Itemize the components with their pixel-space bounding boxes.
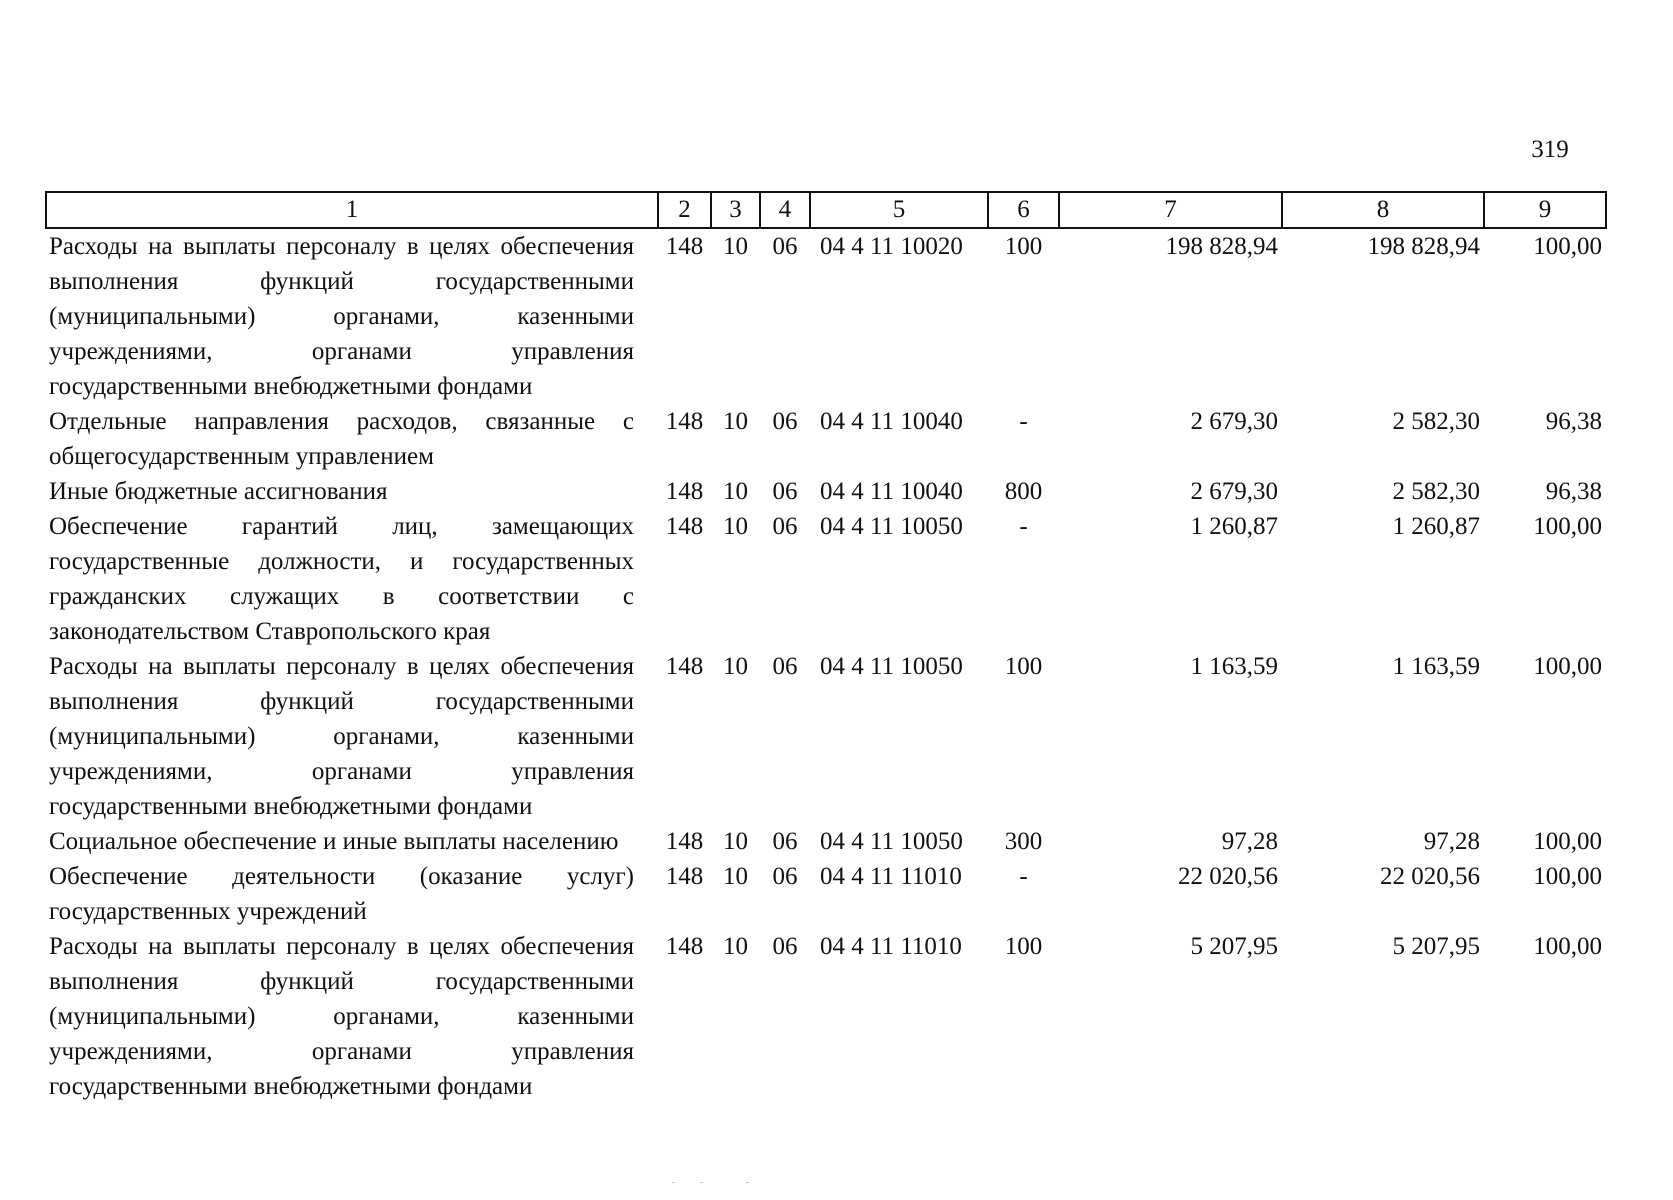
cell-target-article: 04 4 11 10040 bbox=[820, 408, 963, 435]
table-row bbox=[46, 474, 1606, 509]
cell-executed: 22 020,56 bbox=[1380, 863, 1480, 890]
col-header-3: 3 bbox=[711, 192, 760, 228]
cell-section: 10 bbox=[723, 653, 748, 680]
col-header-1: 1 bbox=[46, 192, 658, 228]
cell-planned: 198 828,94 bbox=[1165, 233, 1278, 260]
row-description: Расходы на выплаты персоналу в целях обеспечения выполнения функций государственными (муниципальными) органами, казенными учреждениями, органами управления государственными внебюджетными фондами bbox=[49, 233, 634, 400]
table-row bbox=[46, 859, 1606, 929]
cell-expense-type: - bbox=[1019, 408, 1028, 435]
row-description: Обеспечение деятельности (оказание услуг) государственных учреждений bbox=[49, 863, 634, 925]
col-header-6: 6 bbox=[988, 192, 1059, 228]
row-description: Социальное обеспечение и иные выплаты населению bbox=[49, 828, 619, 855]
scan-artifact bbox=[672, 1182, 675, 1183]
scan-artifact bbox=[746, 1182, 749, 1183]
col-header-9: 9 bbox=[1484, 192, 1606, 228]
col-header-7: 7 bbox=[1059, 192, 1282, 228]
cell-subsection: 06 bbox=[772, 478, 798, 505]
cell-expense-type: 100 bbox=[1004, 653, 1043, 680]
cell-expense-type: 100 bbox=[1004, 233, 1043, 260]
cell-expense-type: 800 bbox=[1004, 478, 1043, 505]
cell-ministry-code: 148 bbox=[665, 233, 704, 260]
cell-percent: 100,00 bbox=[1533, 513, 1602, 540]
cell-target-article: 04 4 11 10050 bbox=[820, 513, 963, 540]
cell-ministry-code: 148 bbox=[665, 653, 704, 680]
col-header-5: 5 bbox=[810, 192, 988, 228]
cell-percent: 96,38 bbox=[1545, 478, 1602, 505]
cell-subsection: 06 bbox=[772, 408, 798, 435]
cell-executed: 198 828,94 bbox=[1367, 233, 1480, 260]
row-description: Расходы на выплаты персоналу в целях обеспечения выполнения функций государственными (муниципальными) органами, казенными учреждениями, органами управления государственными внебюджетными фондами bbox=[49, 933, 634, 1100]
table-row bbox=[46, 404, 1606, 474]
cell-target-article: 04 4 11 11010 bbox=[820, 933, 962, 960]
cell-subsection: 06 bbox=[772, 233, 798, 260]
cell-expense-type: - bbox=[1019, 513, 1028, 540]
cell-target-article: 04 4 11 10050 bbox=[820, 653, 963, 680]
cell-planned: 97,28 bbox=[1221, 828, 1278, 855]
cell-percent: 100,00 bbox=[1533, 653, 1602, 680]
table-row bbox=[46, 929, 1606, 1104]
cell-executed: 1 260,87 bbox=[1392, 513, 1480, 540]
cell-expense-type: - bbox=[1019, 863, 1028, 890]
row-description: Отдельные направления расходов, связанные с общегосударственным управлением bbox=[49, 408, 634, 470]
cell-section: 10 bbox=[723, 863, 748, 890]
cell-planned: 1 260,87 bbox=[1190, 513, 1278, 540]
cell-percent: 96,38 bbox=[1545, 408, 1602, 435]
cell-executed: 2 582,30 bbox=[1392, 478, 1480, 505]
cell-executed: 97,28 bbox=[1423, 828, 1480, 855]
cell-target-article: 04 4 11 10050 bbox=[820, 828, 963, 855]
table-row bbox=[46, 824, 1606, 859]
cell-section: 10 bbox=[723, 478, 748, 505]
col-header-2: 2 bbox=[658, 192, 711, 228]
cell-ministry-code: 148 bbox=[665, 513, 704, 540]
cell-percent: 100,00 bbox=[1533, 233, 1602, 260]
cell-planned: 22 020,56 bbox=[1178, 863, 1278, 890]
col-header-8: 8 bbox=[1282, 192, 1484, 228]
cell-ministry-code: 148 bbox=[665, 828, 704, 855]
cell-expense-type: 100 bbox=[1004, 933, 1043, 960]
cell-subsection: 06 bbox=[772, 513, 798, 540]
cell-section: 10 bbox=[723, 513, 748, 540]
cell-executed: 1 163,59 bbox=[1392, 653, 1480, 680]
cell-ministry-code: 148 bbox=[665, 933, 704, 960]
table-row bbox=[46, 228, 1606, 404]
cell-executed: 2 582,30 bbox=[1392, 408, 1480, 435]
cell-subsection: 06 bbox=[772, 653, 798, 680]
cell-planned: 5 207,95 bbox=[1190, 933, 1278, 960]
table-row bbox=[46, 509, 1606, 649]
cell-section: 10 bbox=[723, 408, 748, 435]
budget-table bbox=[45, 191, 1607, 1104]
cell-ministry-code: 148 bbox=[665, 478, 704, 505]
cell-target-article: 04 4 11 10040 bbox=[820, 478, 963, 505]
cell-expense-type: 300 bbox=[1004, 828, 1043, 855]
cell-percent: 100,00 bbox=[1533, 933, 1602, 960]
row-description: Обеспечение гарантий лиц, замещающих государственные должности, и государственных гражданских служащих в соответствии с законодательством Ставропольского края bbox=[49, 513, 634, 645]
cell-subsection: 06 bbox=[772, 828, 798, 855]
row-description: Иные бюджетные ассигнования bbox=[49, 478, 388, 505]
cell-percent: 100,00 bbox=[1533, 828, 1602, 855]
cell-planned: 2 679,30 bbox=[1190, 408, 1278, 435]
cell-percent: 100,00 bbox=[1533, 863, 1602, 890]
cell-section: 10 bbox=[723, 233, 748, 260]
scan-artifact bbox=[700, 1182, 703, 1183]
cell-section: 10 bbox=[723, 828, 748, 855]
table-row bbox=[46, 649, 1606, 824]
cell-subsection: 06 bbox=[772, 933, 798, 960]
cell-subsection: 06 bbox=[772, 863, 798, 890]
cell-executed: 5 207,95 bbox=[1392, 933, 1480, 960]
cell-target-article: 04 4 11 11010 bbox=[820, 863, 962, 890]
page-number: 319 bbox=[1531, 136, 1569, 163]
cell-ministry-code: 148 bbox=[665, 408, 704, 435]
cell-section: 10 bbox=[723, 933, 748, 960]
cell-planned: 1 163,59 bbox=[1190, 653, 1278, 680]
row-description: Расходы на выплаты персоналу в целях обеспечения выполнения функций государственными (муниципальными) органами, казенными учреждениями, органами управления государственными внебюджетными фондами bbox=[49, 653, 634, 820]
cell-target-article: 04 4 11 10020 bbox=[820, 233, 963, 260]
column-number-header bbox=[46, 192, 1606, 228]
cell-planned: 2 679,30 bbox=[1190, 478, 1278, 505]
col-header-4: 4 bbox=[760, 192, 810, 228]
cell-ministry-code: 148 bbox=[665, 863, 704, 890]
